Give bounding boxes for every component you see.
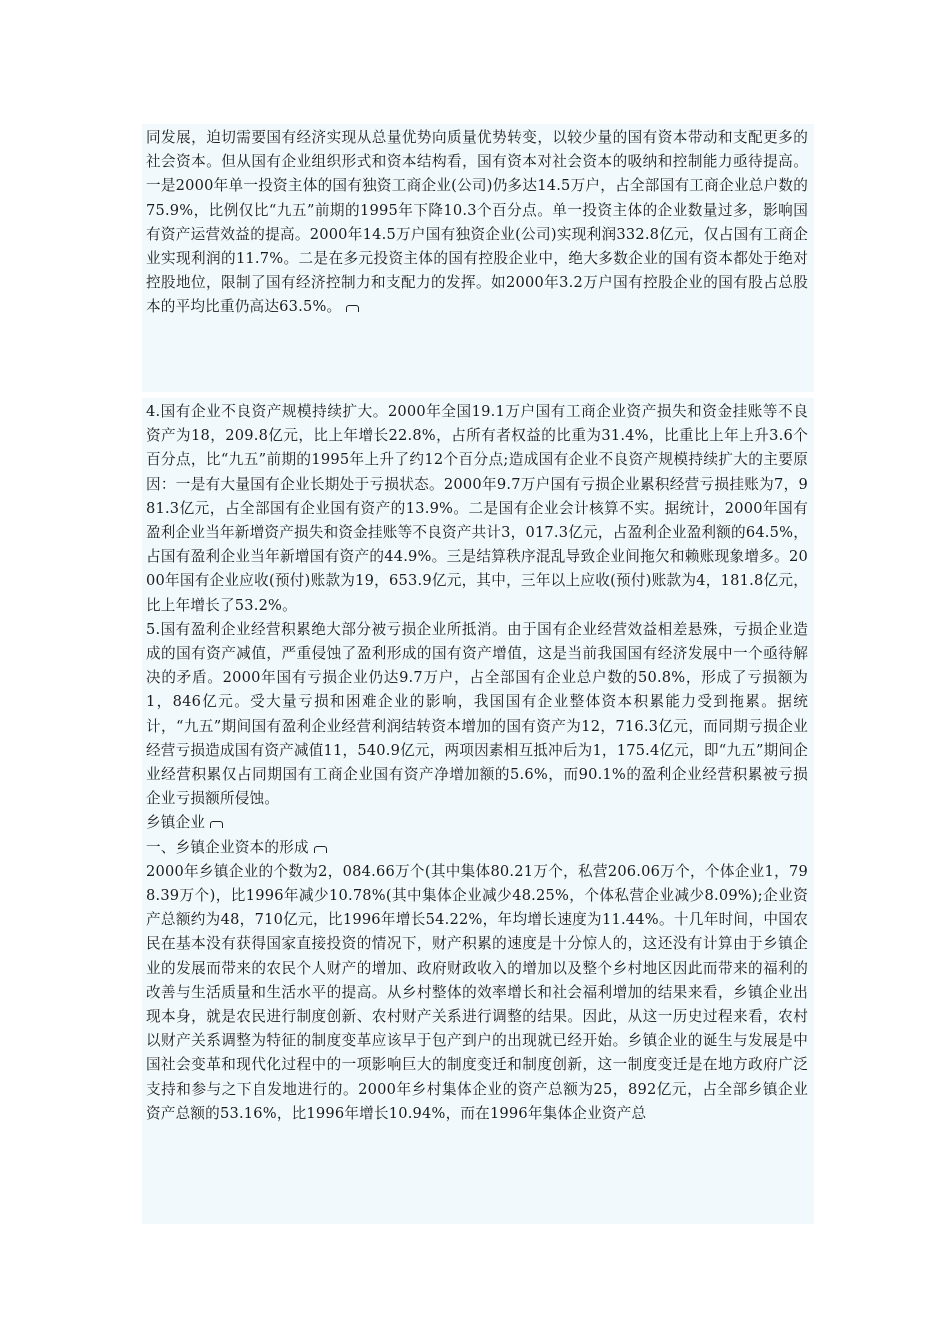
paragraph-mark-icon xyxy=(314,846,327,853)
paragraph-mark-icon xyxy=(346,305,359,312)
paragraph-loss-offset: 5.国有盈利企业经营积累绝大部分被亏损企业所抵消。由于国有企业经营效益相差悬殊，亏损企业造成的国有资产减值，严重侵蚀了盈利形成的国有资产增值，这是当前我国国有经济发展中一个亟待解决的矛盾。2000年国有亏损企业仍达9.7万户，占全部国有企业总户数的50.8%，形成了亏损额为1，846亿元。受大量亏损和困难企业的影响，我国国有企业整体资本积累能力受到拖累。据统计，“九五”期间国有盈利企业经营利润结转资本增加的国有资产为12，716.3亿元，而同期亏损企业经营亏损造成国有资产减值11，540.9亿元，两项因素相互抵冲后为1，175.4亿元，即“九五”期间企业经营积累仅占同期国有工商企业国有资产净增加额的5.6%，而90.1%的盈利企业经营积累被亏损企业亏损额所侵蚀。 xyxy=(146,620,808,808)
paragraph-mark-icon xyxy=(210,821,223,828)
heading-text: 乡镇企业 xyxy=(146,814,206,832)
paragraph-township-capital: 2000年乡镇企业的个数为2，084.66万个(其中集体80.21万个，私营206.06万个，个体企业1，798.39万个)，比1996年减少10.78%(其中集体企业减少48.25%，个体私营企业减少8.09%);企业资产总额约为48，710亿元，比1996年增长54.22%，年均增长速度为11.44%。十几年时间，中国农民在基本没有获得国家直接投资的情况下，财产积累的速度是十分惊人的，这还没有计算由于乡镇企业的发展而带来的农民个人财产的增加、政府财政收入的增加以及整个乡村地区因此而带来的福利的改善与生活质量和生活水平的提高。从乡村整体的效率增长和社会福利增加的结果来看，乡镇企业出现本身，就是农民进行制度创新、农村财产关系进行调整的结果。因此，从这一历史过程来看，农村以财产关系调整为特征的制度变革应该早于包产到户的出现就已经开始。乡镇企业的诞生与发展是中国社会变革和现代化过程中的一项影响巨大的制度变迁和制度创新，这一制度变迁是在地方政府广泛支持和参与之下自发地进行的。2000年乡村集体企业的资产总额为25，892亿元，占全部乡镇企业资产总额的53.16%，比1996年增长10.94%，而在1996年集体企业资产总 xyxy=(146,862,808,1122)
text-column xyxy=(146,400,808,1126)
paragraph-bad-assets: 4.国有企业不良资产规模持续扩大。2000年全国19.1万户国有工商企业资产损失和资金挂账等不良资产为18，209.8亿元，比上年增长22.8%，占所有者权益的比重为31.4%，比重比上年上升3.6个百分点，比“九五”前期的1995年上升了约12个百分点;造成国有企业不良资产规模持续扩大的主要原因：一是有大量国有企业长期处于亏损状态。2000年9.7万户国有亏损企业累积经营亏损挂账为7，981.3亿元，占全部国有企业国有资产的13.9%。二是国有企业会计核算不实。据统计，2000年国有盈利企业当年新增资产损失和资金挂账等不良资产共计3，017.3亿元，占盈利企业盈利额的64.5%，占国有盈利企业当年新增国有资产的44.9%。三是结算秩序混乱导致企业间拖欠和赖账现象增多。2000年国有企业应收(预付)账款为19，653.9亿元，其中，三年以上应收(预付)账款为4，181.8亿元，比上年增长了53.2%。 xyxy=(146,403,808,614)
subsection-heading-capital-formation xyxy=(146,836,808,860)
text-block-upper xyxy=(142,124,814,392)
text-block-lower xyxy=(142,398,814,1224)
paragraph-text: 同发展，迫切需要国有经济实现从总量优势向质量优势转变，以较少量的国有资本带动和支配更多的社会资本。但从国有企业组织形式和资本结构看，国有资本对社会资本的吸纳和控制能力亟待提高。一是2000年单一投资主体的国有独资工商企业(公司)仍多达14.5万户，占全部国有工商企业总户数的75.9%，比例仅比“九五”前期的1995年下降10.3个百分点。单一投资主体的企业数量过多，影响国有资产运营效益的提高。2000年14.5万户国有独资企业(公司)实现利润332.8亿元，仅占国有工商企业实现利润的11.7%。二是在多元投资主体的国有控股企业中，绝大多数企业的国有资本都处于绝对控股地位，限制了国有经济控制力和支配力的发挥。如2000年3.2万户国有控股企业的国有股占总股本的平均比重仍高达63.5%。 xyxy=(146,129,808,316)
section-heading-township-enterprises xyxy=(146,811,808,835)
paragraph-state-capital-structure xyxy=(146,126,808,320)
heading-text: 一、乡镇企业资本的形成 xyxy=(146,838,309,856)
